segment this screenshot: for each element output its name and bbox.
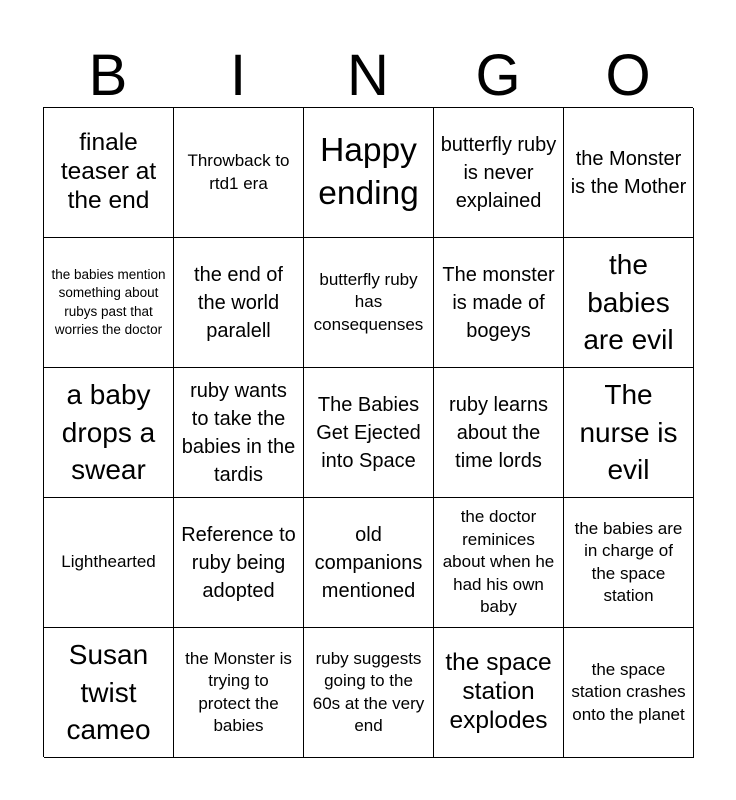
header-letter-n: N: [347, 43, 389, 108]
bingo-board: [43, 107, 693, 757]
bingo-cell[interactable]: Happy ending: [304, 108, 434, 238]
bingo-cell[interactable]: The nurse is evil: [564, 368, 694, 498]
bingo-cell[interactable]: butterfly ruby has consequenses: [304, 238, 434, 368]
bingo-cell[interactable]: The Babies Get Ejected into Space: [304, 368, 434, 498]
bingo-cell[interactable]: the end of the world paralell: [174, 238, 304, 368]
bingo-cell[interactable]: finale teaser at the end: [44, 108, 174, 238]
bingo-cell[interactable]: the babies are evil: [564, 238, 694, 368]
bingo-cell[interactable]: the babies are in charge of the space station: [564, 498, 694, 628]
bingo-cell[interactable]: ruby learns about the time lords: [434, 368, 564, 498]
header-letter-i: I: [229, 43, 247, 108]
bingo-cell[interactable]: the space station explodes: [434, 628, 564, 758]
bingo-cell[interactable]: Lighthearted: [44, 498, 174, 628]
bingo-cell[interactable]: Susan twist cameo: [44, 628, 174, 758]
bingo-cell[interactable]: Reference to ruby being adopted: [174, 498, 304, 628]
bingo-cell[interactable]: butterfly ruby is never explained: [434, 108, 564, 238]
bingo-cell[interactable]: the babies mention something about rubys past that worries the doctor: [44, 238, 174, 368]
bingo-cell[interactable]: The monster is made of bogeys: [434, 238, 564, 368]
header-letter-b: B: [88, 43, 128, 108]
bingo-cell[interactable]: the Monster is trying to protect the babies: [174, 628, 304, 758]
bingo-cell[interactable]: a baby drops a swear: [44, 368, 174, 498]
bingo-cell[interactable]: the doctor reminices about when he had his own baby: [434, 498, 564, 628]
header-letter-o: O: [605, 43, 651, 108]
header-letter-g: G: [475, 43, 521, 108]
bingo-cell[interactable]: the Monster is the Mother: [564, 108, 694, 238]
bingo-cell[interactable]: Throwback to rtd1 era: [174, 108, 304, 238]
bingo-cell[interactable]: old companions mentioned: [304, 498, 434, 628]
bingo-cell[interactable]: the space station crashes onto the planet: [564, 628, 694, 758]
bingo-cell[interactable]: ruby wants to take the babies in the tardis: [174, 368, 304, 498]
bingo-cell[interactable]: ruby suggests going to the 60s at the very end: [304, 628, 434, 758]
bingo-header: [43, 40, 693, 108]
